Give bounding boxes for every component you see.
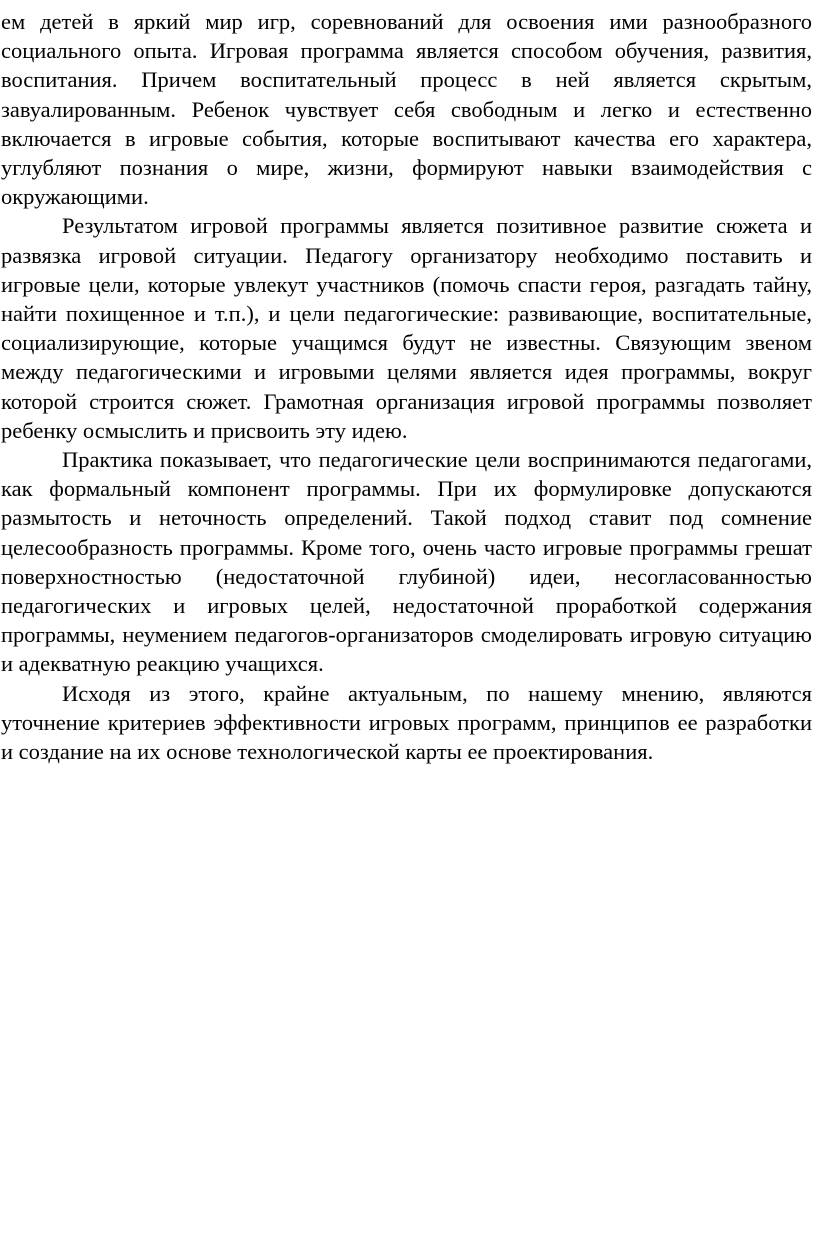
paragraph-continuation: ем детей в яркий мир игр, соревнований для освоения ими разнообразного социального опыта. Игровая программа является способом обучения, развития, воспитания. Причем воспитательный процесс в ней является скрытым, завуалированным. Ребенок чувствует себя свободным и легко и естественно включается в игровые события, которые воспитывают качества его характера, углубляют познания о мире, жизни, формируют навыки взаимодействия с окружающими. [1,9,812,210]
paragraph-practice: Практика показывает, что педагогические цели воспринимаются педагогами, как формальный компонент программы. При их формулировке допускаются размытость и неточность определений. Такой подход ставит под сомнение целесообразность программы. Кроме того, очень часто игровые программы грешат поверхностностью (недостаточной глубиной) идеи, несогласованностью педагогических и игровых целей, недостаточной проработкой содержания программы, неумением педагогов-организаторов смоделировать игровую ситуацию и адекватную реакцию учащихся. [1,447,812,677]
paragraph-game-program-result: Результатом игровой программы является позитивное развитие сюжета и развязка игровой ситуации. Педагогу организатору необходимо поставить и игровые цели, которые увлекут участников (помочь спасти героя, разгадать тайну, найти похищенное и т.п.), и цели педагогические: развивающие, воспитательные, социализирующие, которые учащимся будут не известны. Связующим звеном между педагогическими и игровыми целями является идея программы, вокруг которой строится сюжет. Грамотная организация игровой программы позволяет ребенку осмыслить и присвоить эту идею. [1,213,812,443]
paragraph-conclusion: Исходя из этого, крайне актуальным, по нашему мнению, являются уточнение критериев эффективности игровых программ, принципов ее разработки и создание на их основе технологической карты ее проектирования. [1,680,812,765]
